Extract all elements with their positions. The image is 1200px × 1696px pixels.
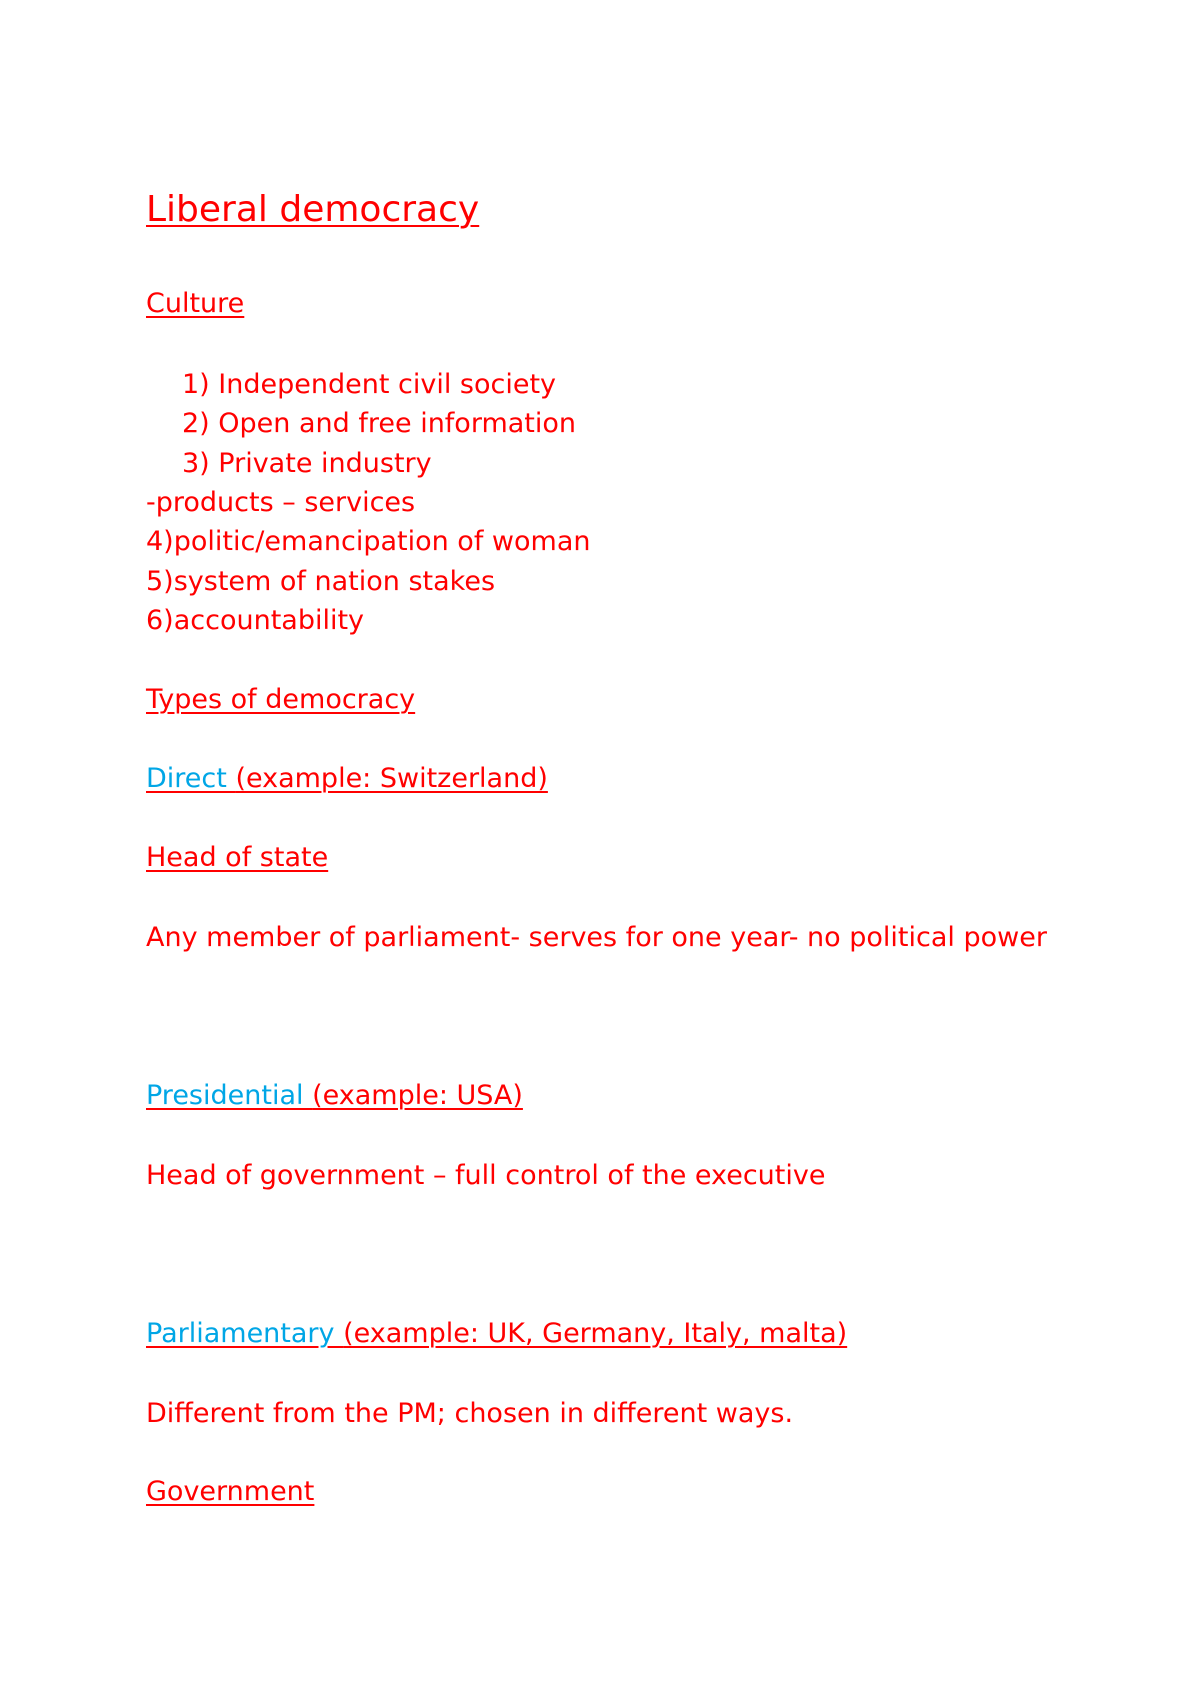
page-title: Liberal democracy xyxy=(146,189,480,230)
culture-item-2: 2) Open and free information xyxy=(182,408,577,439)
presidential-example: (example: USA) xyxy=(312,1080,523,1111)
government-heading: Government xyxy=(146,1476,315,1507)
culture-item-3: 3) Private industry xyxy=(182,448,432,479)
direct-heading xyxy=(146,761,548,797)
culture-line-5: 5)system of nation stakes xyxy=(146,566,496,597)
direct-example: (example: Switzerland) xyxy=(235,763,548,794)
direct-label: Direct xyxy=(146,763,236,794)
head-of-state-heading: Head of state xyxy=(146,842,329,873)
presidential-label: Presidential xyxy=(146,1080,313,1111)
presidential-heading xyxy=(146,1078,523,1114)
culture-line-4: 4)politic/emancipation of woman xyxy=(146,526,591,557)
culture-line-6: 6)accountability xyxy=(146,605,365,636)
culture-line-products: -products – services xyxy=(146,487,416,518)
direct-description: Any member of parliament- serves for one year- no political power xyxy=(146,922,1047,953)
presidential-description: Head of government – full control of the executive xyxy=(146,1160,826,1191)
parliamentary-heading xyxy=(146,1316,847,1352)
types-heading: Types of democracy xyxy=(146,684,416,715)
parliamentary-label: Parliamentary xyxy=(146,1318,344,1349)
parliamentary-description: Different from the PM; chosen in different ways. xyxy=(146,1398,794,1429)
culture-item-1: 1) Independent civil society xyxy=(182,369,557,400)
parliamentary-example: (example: UK, Germany, Italy, malta) xyxy=(343,1318,848,1349)
culture-heading: Culture xyxy=(146,288,245,319)
